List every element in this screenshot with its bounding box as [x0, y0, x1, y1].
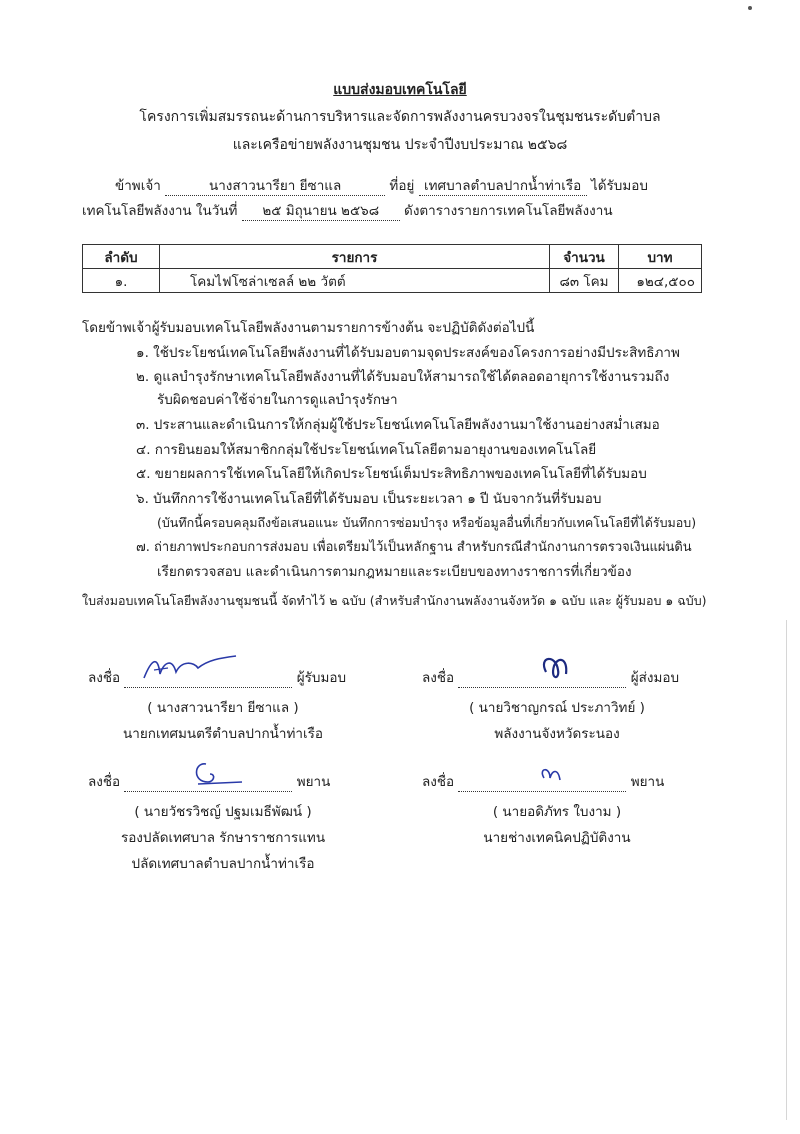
- date-field: ๒๕ มิถุนายน ๒๕๖๘: [242, 203, 400, 221]
- handwritten-signature: [458, 648, 578, 688]
- deliverer-position: พลังงานจังหวัดระนอง: [494, 726, 620, 742]
- role-deliverer: ผู้ส่งมอบ: [630, 670, 680, 686]
- col-header-no: ลำดับ: [83, 245, 160, 269]
- signature-line: [458, 670, 626, 688]
- document-subtitle-1: โครงการเพิ่มสมรรถนะด้านการบริหารและจัดการพลังงานครบวงจรในชุมชนระดับตำบล: [139, 109, 661, 125]
- commitment-item-7: ๗. ถ่ายภาพประกอบการส่งมอบ เพื่อเตรียมไว้เป็นหลักฐาน สำหรับกรณีสำนักงานการตรวจเงินแผ่นดิน: [136, 540, 692, 555]
- commitment-intro: โดยข้าพเจ้าผู้รับมอบเทคโนโลยีพลังงานตามรายการข้างต้น จะปฏิบัติดังต่อไปนี้: [82, 320, 535, 336]
- label-address: ที่อยู่: [389, 178, 415, 194]
- role-witness-2: พยาน: [630, 774, 665, 790]
- sign-label: ลงชื่อ: [88, 670, 121, 686]
- copies-note: ใบส่งมอบเทคโนโลยีพลังงานชุมชนนี้ จัดทำไว้ ๒ ฉบับ (สำหรับสำนักงานพลังงานจังหวัด ๑ ฉบับ และ ผู้รับมอบ ๑ ฉบับ): [82, 593, 707, 608]
- commitment-item-4: ๔. การยินยอมให้สมาชิกกลุ่มใช้ประโยชน์เทคโนโลยีตามอายุงานของเทคโนโลยี: [136, 442, 597, 458]
- sign-label: ลงชื่อ: [88, 774, 121, 790]
- intro-line-2: [82, 201, 613, 221]
- col-header-item: รายการ: [160, 245, 550, 269]
- handwritten-signature: [124, 648, 244, 688]
- scan-mark: [748, 6, 752, 10]
- signature-line: [124, 670, 292, 688]
- label-tech-date: เทคโนโลยีพลังงาน ในวันที่: [82, 203, 238, 219]
- col-header-qty: จำนวน: [550, 245, 619, 269]
- signature-deliverer: [422, 668, 692, 744]
- table-header-row: [83, 245, 702, 269]
- witness-1-position: รองปลัดเทศบาล รักษาราชการแทน: [120, 830, 326, 846]
- sign-label: ลงชื่อ: [422, 774, 455, 790]
- intro-line-1: [115, 176, 648, 196]
- cell-item: โคมไฟโซล่าเซลล์ ๒๒ วัตต์: [160, 269, 550, 293]
- signature-line: [124, 774, 292, 792]
- receiver-name: ( นางสาวนารียา ยีซาแล ): [147, 700, 299, 716]
- handwritten-signature: [124, 752, 244, 792]
- technology-table: [82, 244, 702, 293]
- commitment-item-2: ๒. ดูแลบำรุงรักษาเทคโนโลยีพลังงานที่ได้รับมอบให้สามารถใช้ได้ตลอดอายุการใช้งานรวมถึง: [136, 369, 670, 385]
- commitment-item-3: ๓. ประสานและดำเนินการให้กลุ่มผู้ใช้ประโยชน์เทคโนโลยีพลังงานมาใช้งานอย่างสม่ำเสมอ: [136, 417, 660, 433]
- address-field: เทศบาลตำบลปากน้ำท่าเรือ: [419, 178, 587, 196]
- receiver-position: นายกเทศมนตรีตำบลปากน้ำท่าเรือ: [123, 726, 323, 742]
- signature-line: [458, 774, 626, 792]
- commitment-item-2-cont: รับผิดชอบค่าใช้จ่ายในการดูแลบำรุงรักษา: [157, 392, 398, 408]
- commitment-item-5: ๕. ขยายผลการใช้เทคโนโลยีให้เกิดประโยชน์เต็มประสิทธิภาพของเทคโนโลยีที่ได้รับมอบ: [136, 466, 647, 482]
- commitment-item-7-cont: เรียกตรวจสอบ และดำเนินการตามกฎหมายและระเบียบของทางราชการที่เกี่ยวข้อง: [157, 564, 632, 580]
- witness-1-name: ( นายวัชรวิชญ์ ปฐมเมธีพัฒน์ ): [134, 804, 312, 820]
- signature-witness-1: [88, 772, 358, 874]
- label-me: ข้าพเจ้า: [115, 178, 161, 194]
- witness-2-position: นายช่างเทคนิคปฏิบัติงาน: [483, 830, 631, 846]
- role-witness-1: พยาน: [296, 774, 331, 790]
- role-receiver: ผู้รับมอบ: [296, 670, 347, 686]
- witness-1-position-2: ปลัดเทศบาลตำบลปากน้ำท่าเรือ: [131, 856, 315, 872]
- cell-qty: ๘๓ โคม: [550, 269, 619, 293]
- commitment-item-6: ๖. บันทึกการใช้งานเทคโนโลยีที่ได้รับมอบ เป็นระยะเวลา ๑ ปี นับจากวันที่รับมอบ: [136, 491, 602, 507]
- table-row: [83, 269, 702, 293]
- handwritten-signature: [458, 752, 578, 792]
- label-table-ref: ดังตารางรายการเทคโนโลยีพลังงาน: [404, 203, 613, 219]
- signature-witness-2: [422, 772, 692, 848]
- signature-receiver: [88, 668, 358, 744]
- col-header-baht: บาท: [619, 245, 702, 269]
- document-title: แบบส่งมอบเทคโนโลยี: [333, 82, 467, 98]
- deliverer-name: ( นายวิชาญกรณ์ ประภาวิทย์ ): [469, 700, 645, 716]
- cell-baht: ๑๒๔,๕๐๐: [619, 269, 702, 293]
- scan-edge: [786, 620, 787, 1120]
- witness-2-name: ( นายอดิภัทร ใบงาม ): [492, 804, 622, 820]
- commitment-item-6-note: (บันทึกนี้ครอบคลุมถึงข้อเสนอแนะ บันทึกการซ่อมบำรุง หรือข้อมูลอื่นที่เกี่ยวกับเทคโนโลยีที่ได้รับมอบ): [157, 515, 697, 530]
- sign-label: ลงชื่อ: [422, 670, 455, 686]
- label-receive: ได้รับมอบ: [590, 178, 648, 194]
- commitment-item-1: ๑. ใช้ประโยชน์เทคโนโลยีพลังงานที่ได้รับมอบตามจุดประสงค์ของโครงการอย่างมีประสิทธิภาพ: [136, 345, 680, 361]
- document-subtitle-2: และเครือข่ายพลังงานชุมชน ประจำปีงบประมาณ ๒๕๖๘: [232, 137, 568, 153]
- receiver-name-field: นางสาวนารียา ยีซาแล: [165, 178, 385, 196]
- cell-no: ๑.: [83, 269, 160, 293]
